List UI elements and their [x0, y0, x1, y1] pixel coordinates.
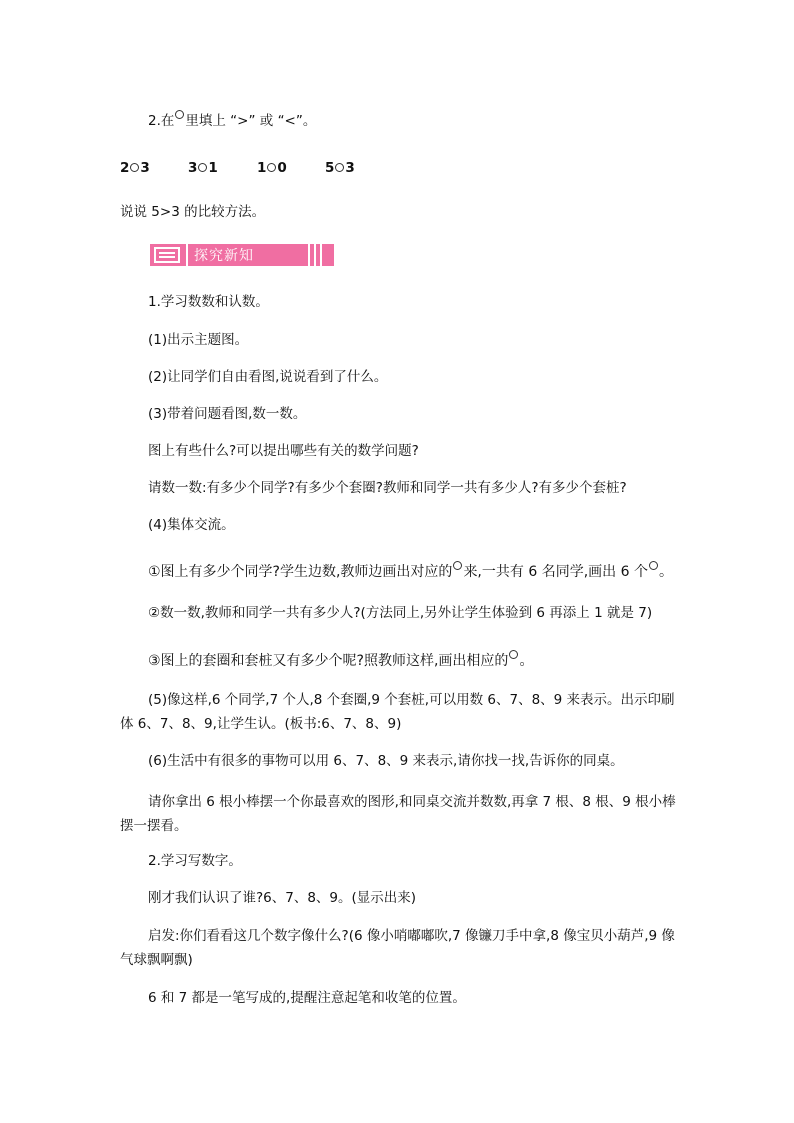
step-1-title: 1.学习数数和认数。 — [148, 294, 269, 310]
exchange-1: ①图上有多少个同学?学生边数,教师边画出对应的 来,一共有 6 名同学,画出 6 个 。 — [148, 561, 673, 582]
circle-icon — [130, 163, 139, 172]
exercise-2-instruction: 2.在 里填上 “>” 或 “<”。 — [148, 110, 316, 131]
circle-icon — [453, 561, 462, 570]
compare-item: 5 3 — [325, 160, 355, 176]
section-title: 探究新知 — [194, 248, 254, 264]
paragraph-7: 请你拿出 6 根小棒摆一个你最喜欢的图形,和同桌交流并数数,再拿 7 根、8 根、9 根小棒摆一摆看。 — [120, 794, 676, 834]
exchange-3: ③图上的套圈和套桩又有多少个呢?照教师这样,画出相应的 。 — [148, 650, 533, 671]
method-question: 说说 5>3 的比较方法。 — [120, 204, 266, 220]
question-1: 图上有些什么?可以提出哪些有关的数学问题? — [148, 443, 419, 459]
circle-icon — [649, 561, 658, 570]
circle-icon — [267, 163, 276, 172]
paragraph-6: (6)生活中有很多的事物可以用 6、7、8、9 来表示,请你找一找,告诉你的同桌。 — [148, 753, 624, 769]
compare-item: 1 0 — [257, 160, 287, 176]
circle-icon — [335, 163, 344, 172]
step-1-1: (1)出示主题图。 — [148, 332, 249, 348]
circle-icon — [175, 110, 184, 119]
paragraph-5: (5)像这样,6 个同学,7 个人,8 个套圈,9 个套桩,可以用数 6、7、8、9 来表示。出示印刷体 6、7、8、9,让学生认。(板书:6、7、8、9) — [120, 692, 675, 732]
step-1-2: (2)让同学们自由看图,说说看到了什么。 — [148, 369, 388, 385]
exchange-2: ②数一数,教师和同学一共有多少人?(方法同上,另外让学生体验到 6 再添上 1 就是 7) — [148, 605, 653, 621]
section-banner — [150, 244, 334, 266]
writing-tip: 6 和 7 都是一笔写成的,提醒注意起笔和收笔的位置。 — [148, 990, 466, 1006]
compare-item: 2 3 — [120, 160, 150, 176]
step-2-title: 2.学习写数字。 — [148, 853, 242, 869]
circle-icon — [509, 650, 518, 659]
circle-icon — [198, 163, 207, 172]
question-2: 请数一数:有多少个同学?有多少个套圈?教师和同学一共有多少人?有多少个套桩? — [148, 480, 627, 496]
recall-line: 刚才我们认识了谁?6、7、8、9。(显示出来) — [148, 890, 417, 906]
compare-item: 3 1 — [188, 160, 218, 176]
step-1-4: (4)集体交流。 — [148, 517, 235, 533]
step-1-3: (3)带着问题看图,数一数。 — [148, 406, 307, 422]
paragraph-8: 启发:你们看看这几个数字像什么?(6 像小哨嘟嘟吹,7 像镰刀手中拿,8 像宝贝小葫芦,9 像气球飘啊飘) — [120, 928, 675, 968]
section-number-two-icon — [154, 247, 180, 263]
